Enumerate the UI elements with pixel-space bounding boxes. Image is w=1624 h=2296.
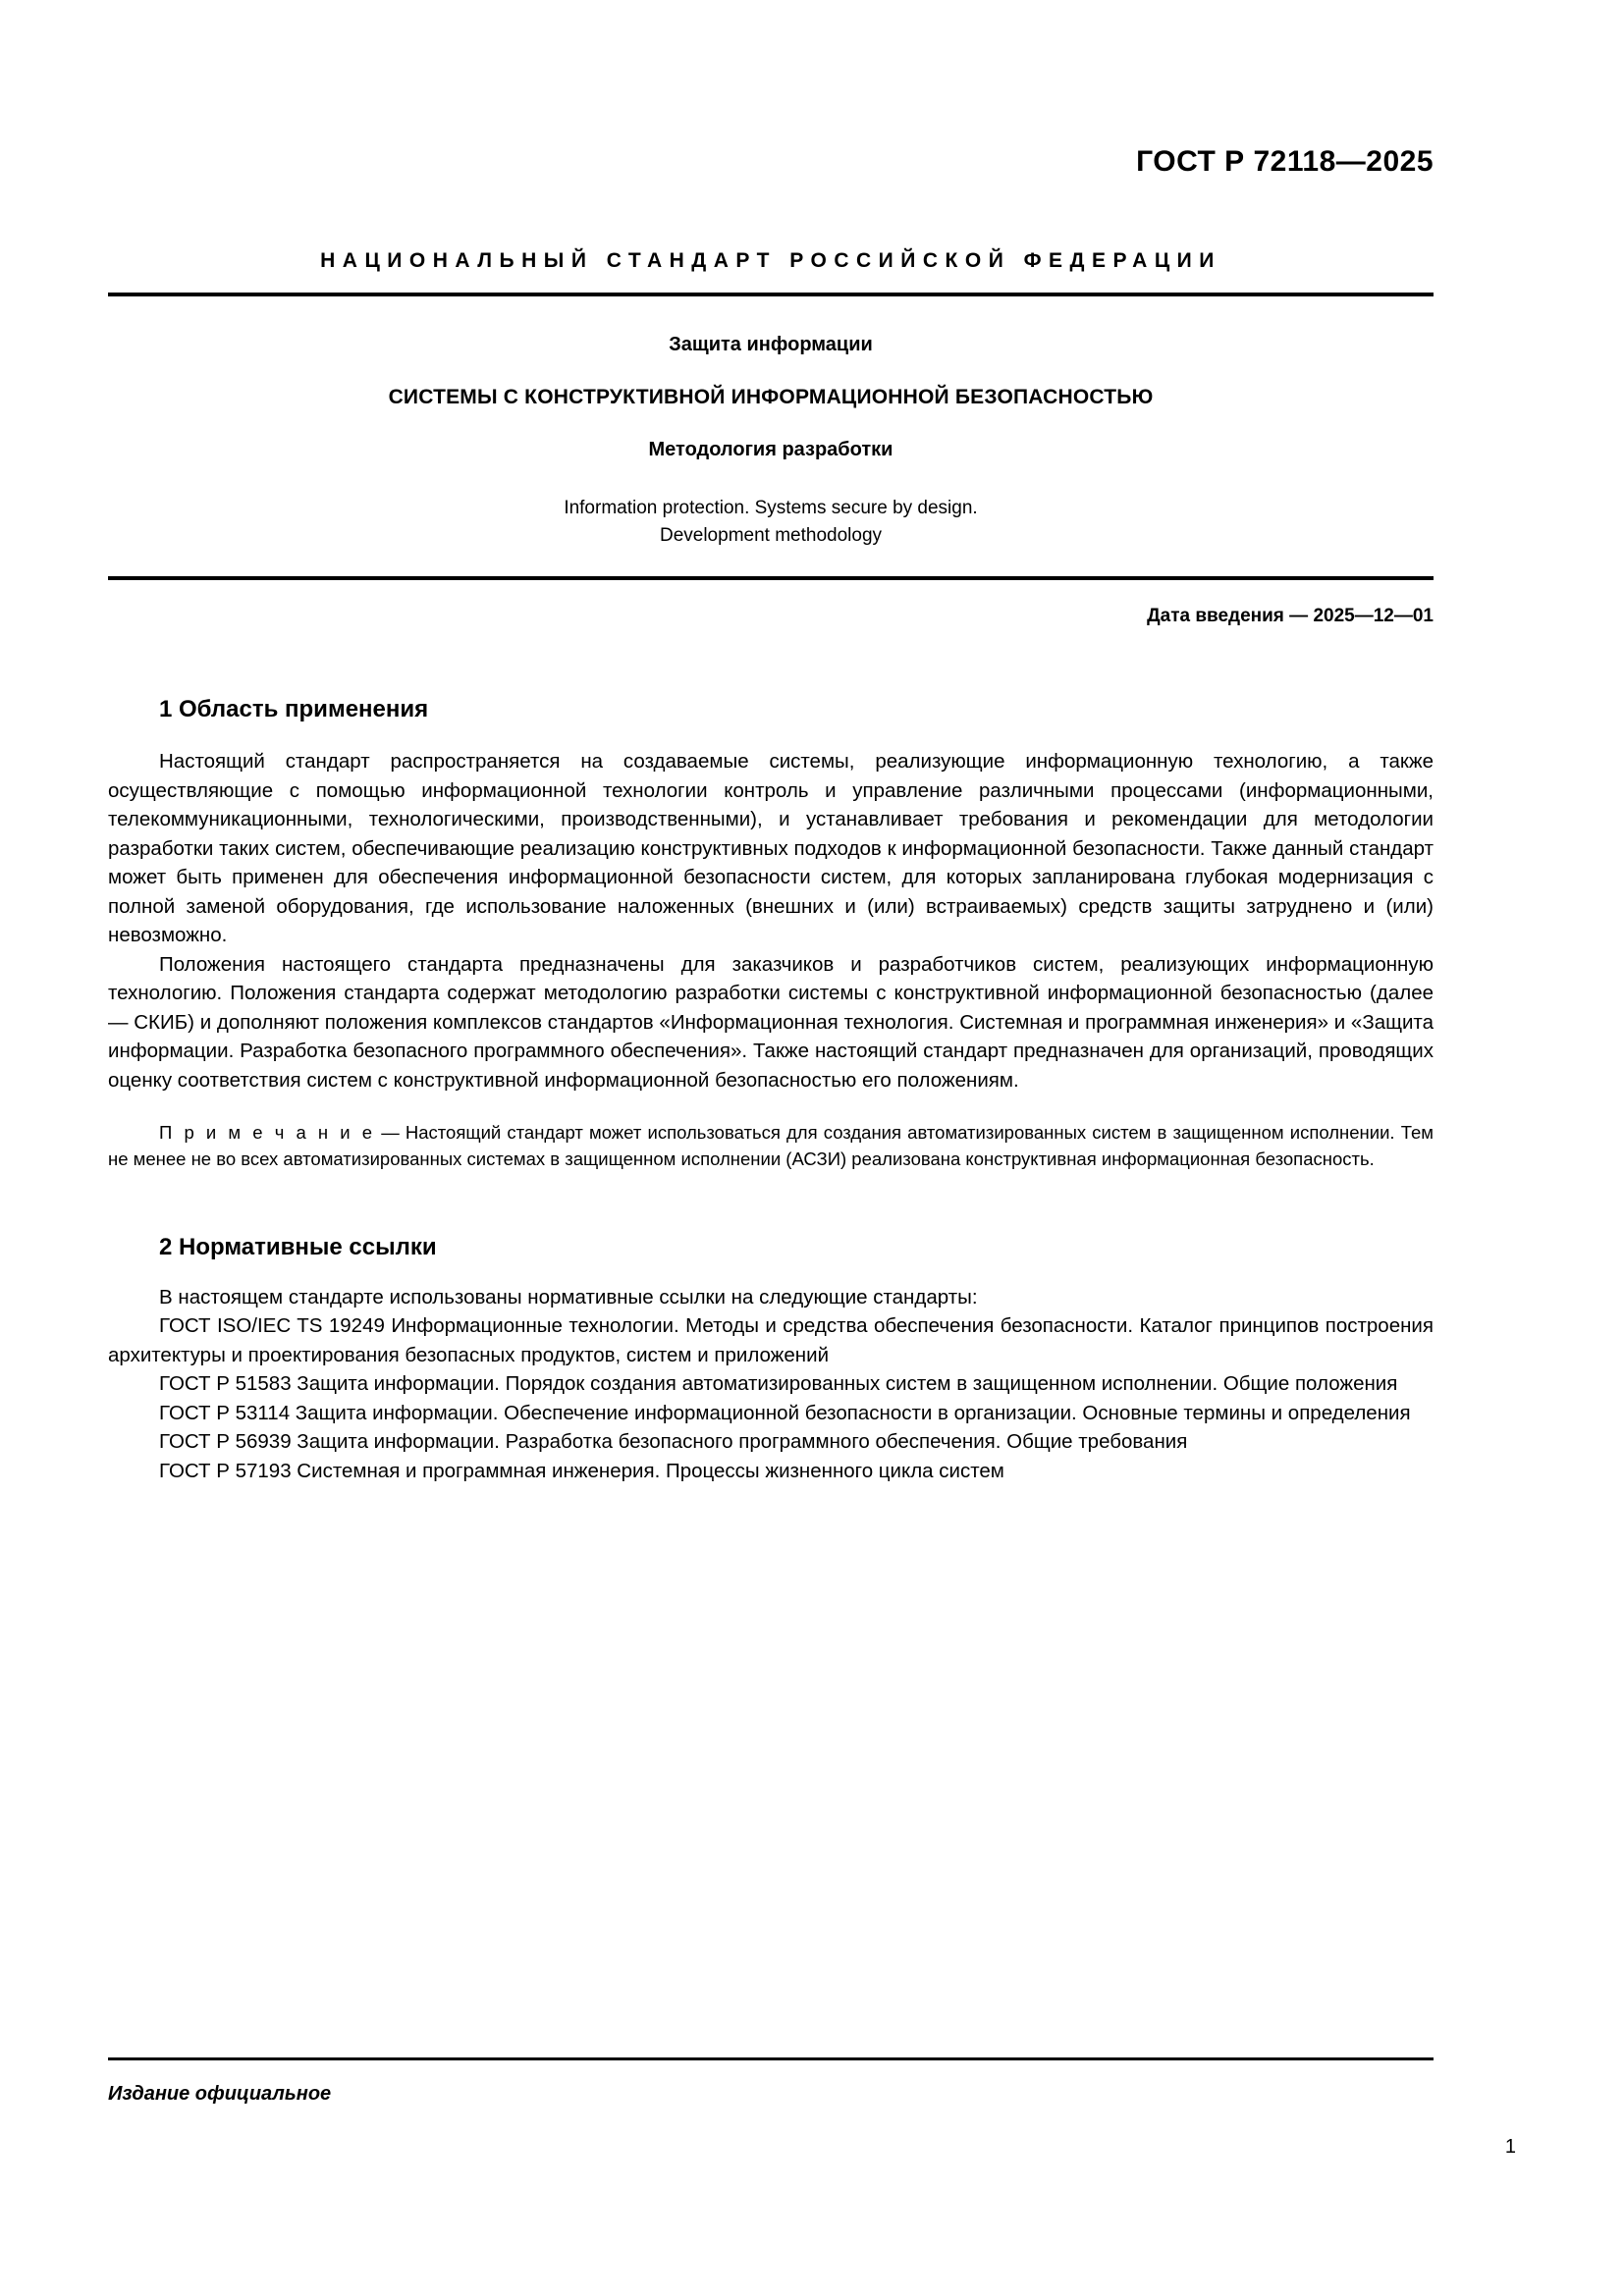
reference-item: ГОСТ Р 56939 Защита информации. Разработка безопасного программного обеспечения. Общие требования [159, 1430, 1188, 1454]
title-block [108, 334, 1434, 549]
footer-divider [108, 2057, 1434, 2060]
official-edition-label: Издание официальное [108, 2083, 332, 2105]
reference-item: ГОСТ Р 53114 Защита информации. Обеспечение информационной безопасности в организации. Основные термины и определения [159, 1401, 1411, 1424]
references-intro: В настоящем стандарте использованы нормативные ссылки на следующие стандарты: [159, 1285, 978, 1308]
title-main: СИСТЕМЫ С КОНСТРУКТИВНОЙ ИНФОРМАЦИОННОЙ БЕЗОПАСНОСТЬЮ [388, 386, 1154, 408]
title-english-line-2: Development methodology [659, 524, 883, 546]
header-divider-top [108, 293, 1434, 296]
reference-item: ГОСТ Р 57193 Системная и программная инженерия. Процессы жизненного цикла систем [159, 1459, 1004, 1482]
title-english [108, 495, 1434, 549]
header-divider-bottom [108, 576, 1434, 580]
scope-paragraph-1: Настоящий стандарт распространяется на создаваемые системы, реализующие информационную технологию, а также осуществляющие с помощью информационной технологии контроль и управление различными процессами (информационными, телекоммуникационными, технологическими, производственными), и устанавливает требования и рекомендации для методологии разработки таких систем, обеспечивающие реализацию конструктивных подходов к информационной безопасности. Также данный стандарт может быть применен для обеспечения информационной безопасности систем, для которых запланирована глубокая модернизация с полной заменой оборудования, где использование наложенных (внешних и (или) встраиваемых) средств защиты затруднено и (или) невозможно. [108, 750, 1434, 947]
note-text: — Настоящий стандарт может использоваться для создания автоматизированных систем в защищенном исполнении. Тем не менее не во всех автоматизированных системах в защищенном исполнении (АСЗИ) реализована конструктивная информационная безопасность. [108, 1122, 1434, 1169]
section-heading-scope: 1 Область применения [159, 696, 429, 723]
scope-note [108, 1120, 1434, 1172]
page-content [108, 0, 1434, 1485]
document-number: ГОСТ Р 72118—2025 [1136, 145, 1434, 178]
references-list [108, 1283, 1434, 1486]
page-number: 1 [1504, 2136, 1516, 2158]
introduction-date: Дата введения — 2025—12—01 [1147, 606, 1434, 627]
scope-paragraph-2: Положения настоящего стандарта предназначены для заказчиков и разработчиков систем, реализующих информационную технологию. Положения стандарта содержат методологию разработки системы с конструктивной информационной безопасностью (далее — СКИБ) и дополняют положения комплексов стандартов «Информационная технология. Системная и программная инженерия» и «Защита информации. Разработка безопасного программного обеспечения». Также настоящий стандарт предназначен для организаций, проводящих оценку соответствия систем с конструктивной информационной безопасностью его положениям. [108, 952, 1434, 1092]
section-heading-references: 2 Нормативные ссылки [159, 1233, 437, 1260]
note-label: П р и м е ч а н и е [159, 1122, 376, 1144]
reference-item: ГОСТ ISO/IEC TS 19249 Информационные технологии. Методы и средства обеспечения безопасности. Каталог принципов построения архитектуры и проектирования безопасных продуктов, систем и приложений [108, 1314, 1434, 1366]
title-subtitle: Методология разработки [648, 439, 893, 460]
title-subject: Защита информации [669, 334, 873, 355]
national-standard-line: НАЦИОНАЛЬНЫЙ СТАНДАРТ РОССИЙСКОЙ ФЕДЕРАЦИИ [320, 249, 1221, 272]
title-english-line-1: Information protection. Systems secure by design. [564, 498, 978, 518]
reference-item: ГОСТ Р 51583 Защита информации. Порядок создания автоматизированных систем в защищенном исполнении. Общие положения [159, 1372, 1398, 1396]
